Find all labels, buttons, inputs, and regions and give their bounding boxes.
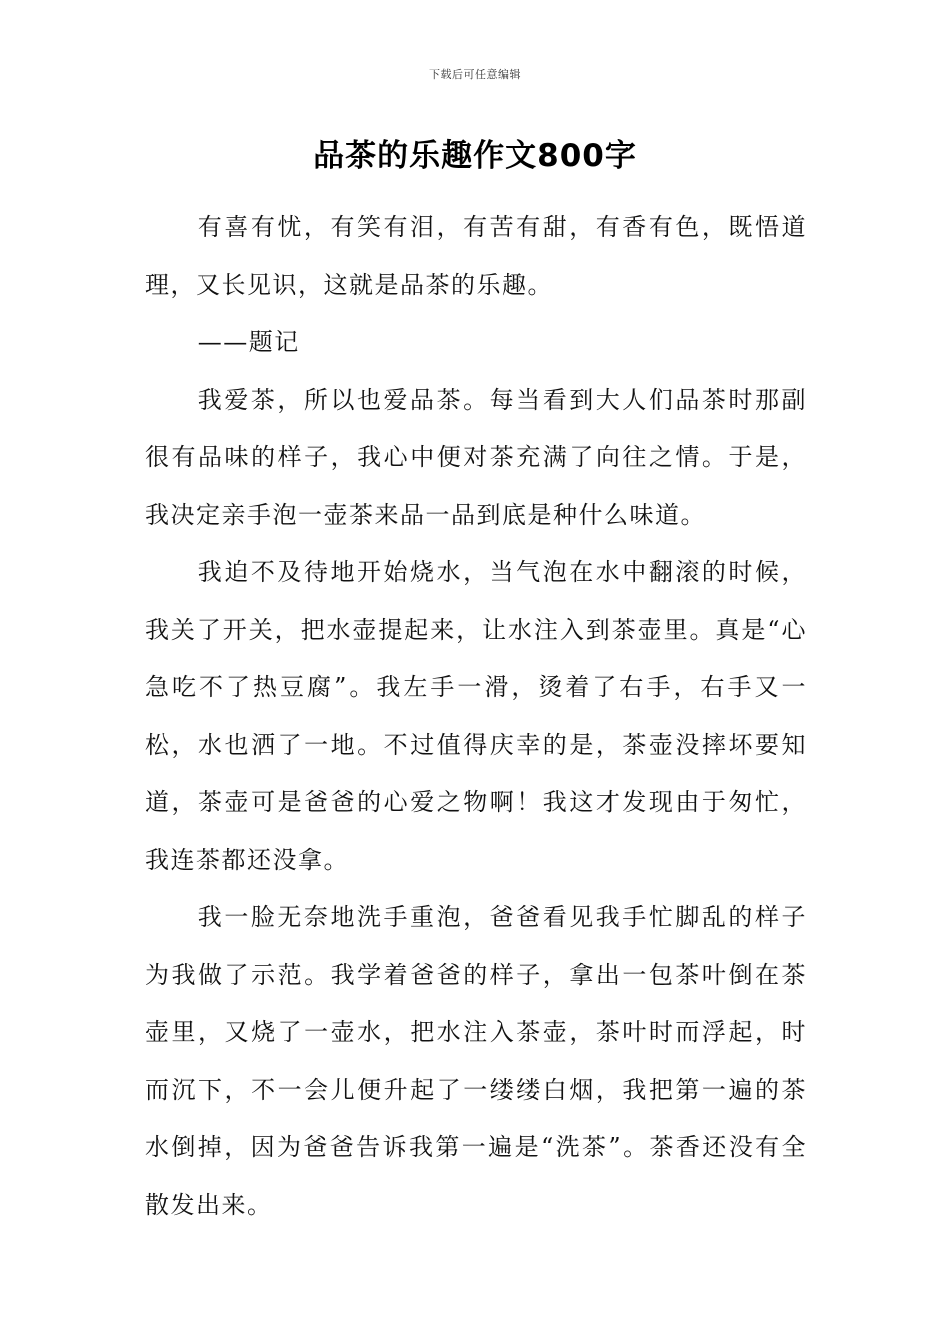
header-note: 下载后可任意编辑	[429, 68, 521, 81]
paragraph-love-tea: 我爱茶，所以也爱品茶。每当看到大人们品茶时那副很有品味的样子，我心中便对茶充满了向往之情。于是，我决定亲手泡一壶茶来品一品到底是种什么味道。	[145, 385, 807, 529]
essay-body	[145, 199, 807, 1234]
paragraph-epigraph: ——题记	[197, 328, 300, 356]
essay-title: 品茶的乐趣作文800字	[313, 138, 637, 174]
paragraph-second-try: 我一脸无奈地洗手重泡，爸爸看见我手忙脚乱的样子为我做了示范。我学着爸爸的样子，拿出一包茶叶倒在茶壶里，又烧了一壶水，把水注入茶壶，茶叶时而浮起，时而沉下，不一会儿便升起了一缕缕白烟，我把第一遍的茶水倒掉，因为爸爸告诉我第一遍是“洗茶”。茶香还没有全散发出来。	[145, 903, 807, 1219]
paragraph-intro: 有喜有忧，有笑有泪，有苦有甜，有香有色，既悟道理，又长见识，这就是品茶的乐趣。	[145, 213, 807, 299]
paragraph-boil-water: 我迫不及待地开始烧水，当气泡在水中翻滚的时候，我关了开关，把水壶提起来，让水注入到茶壶里。真是“心急吃不了热豆腐”。我左手一滑，烫着了右手，右手又一松，水也洒了一地。不过值得庆幸的是，茶壶没摔坏要知道，茶壶可是爸爸的心爱之物啊！我这才发现由于匆忙，我连茶都还没拿。	[145, 558, 807, 874]
